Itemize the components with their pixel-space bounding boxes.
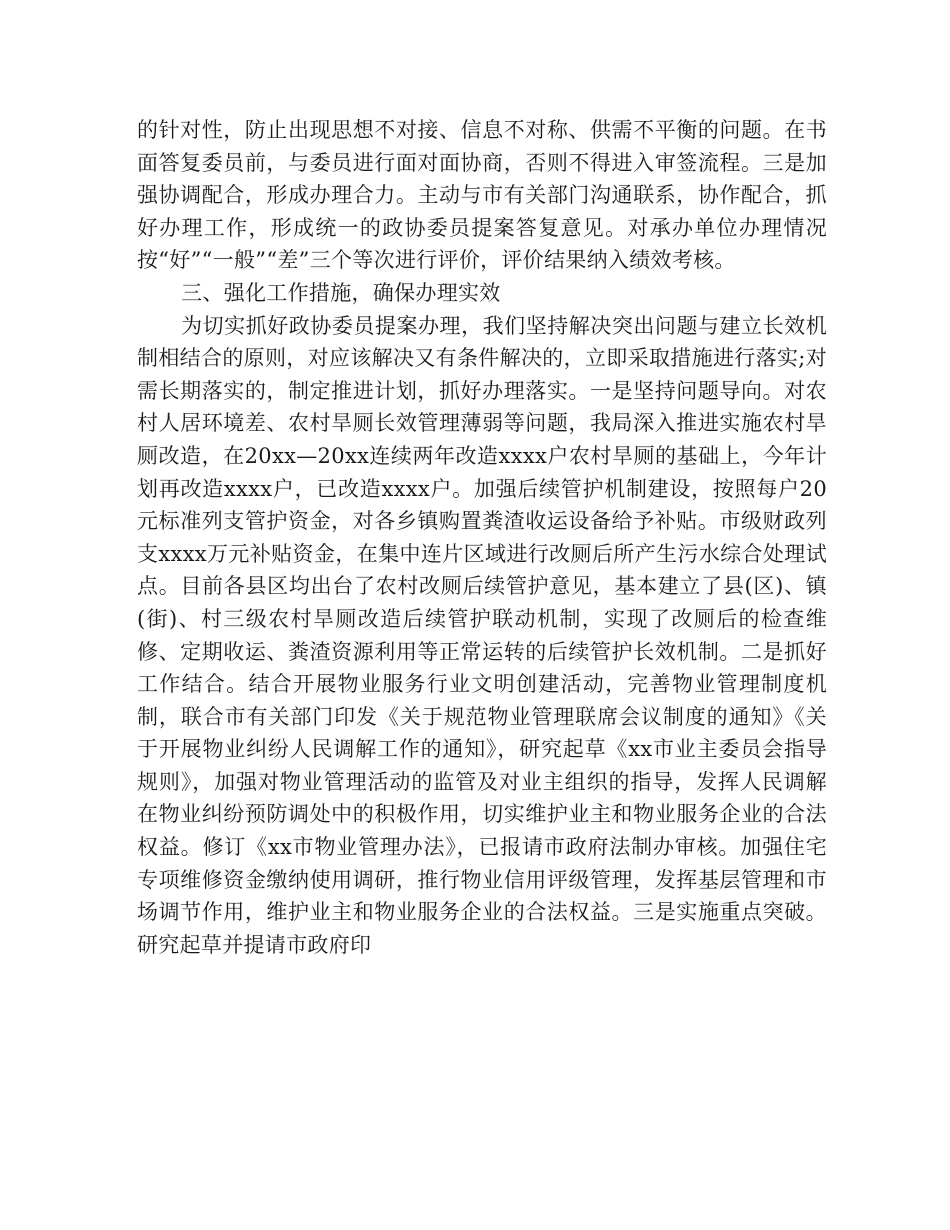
paragraph-continued: 的针对性，防止出现思想不对接、信息不对称、供需不平衡的问题。在书面答复委员前，与委员进行面对面协商，否则不得进入审签流程。三是加强协调配合，形成办理合力。主动与市有关部门沟通联系，协作配合，抓好办理工作，形成统一的政协委员提案答复意见。对承办单位办理情况按“好”“一般”“差”三个等次进行评价，评价结果纳入绩效考核。	[137, 118, 827, 273]
paragraph-measures: 为切实抓好政协委员提案办理，我们坚持解决突出问题与建立长效机制相结合的原则，对应该解决又有条件解决的，立即采取措施进行落实;对需长期落实的，制定推进计划，抓好办理落实。一是坚持问题导向。对农村人居环境差、农村旱厕长效管理薄弱等问题，我局深入推进实施农村旱厕改造，在20xx—20xx连续两年改造xxxx户农村旱厕的基础上，今年计划再改造xxxx户，已改造xxxx户。加强后续管护机制建设，按照每户20元标准列支管护资金，对各乡镇购置粪渣收运设备给予补贴。市级财政列支xxxx万元补贴资金，在集中连片区域进行改厕后所产生污水综合处理试点。目前各县区均出台了农村改厕后续管护意见，基本建立了县(区)、镇(街)、村三级农村旱厕改造后续管护联动机制，实现了改厕后的检查维修、定期收运、粪渣资源利用等正常运转的后续管护长效机制。二是抓好工作结合。结合开展物业服务行业文明创建活动，完善物业管理制度机制，联合市有关部门印发《关于规范物业管理联席会议制度的通知》《关于开展物业纠纷人民调解工作的通知》，研究起草《xx市业主委员会指导规则》，加强对物业管理活动的监管及对业主组织的指导，发挥人民调解在物业纠纷预防调处中的积极作用，切实维护业主和物业服务企业的合法权益。修订《xx市物业管理办法》，已报请市政府法制办审核。加强住宅专项维修资金缴纳使用调研，推行物业信用评级管理，发挥基层管理和市场调节作用，维护业主和物业服务企业的合法权益。三是实施重点突破。研究起草并提请市政府印	[137, 313, 827, 957]
document-body	[137, 114, 827, 961]
section-heading: 三、强化工作措施，确保办理实效	[181, 280, 501, 305]
